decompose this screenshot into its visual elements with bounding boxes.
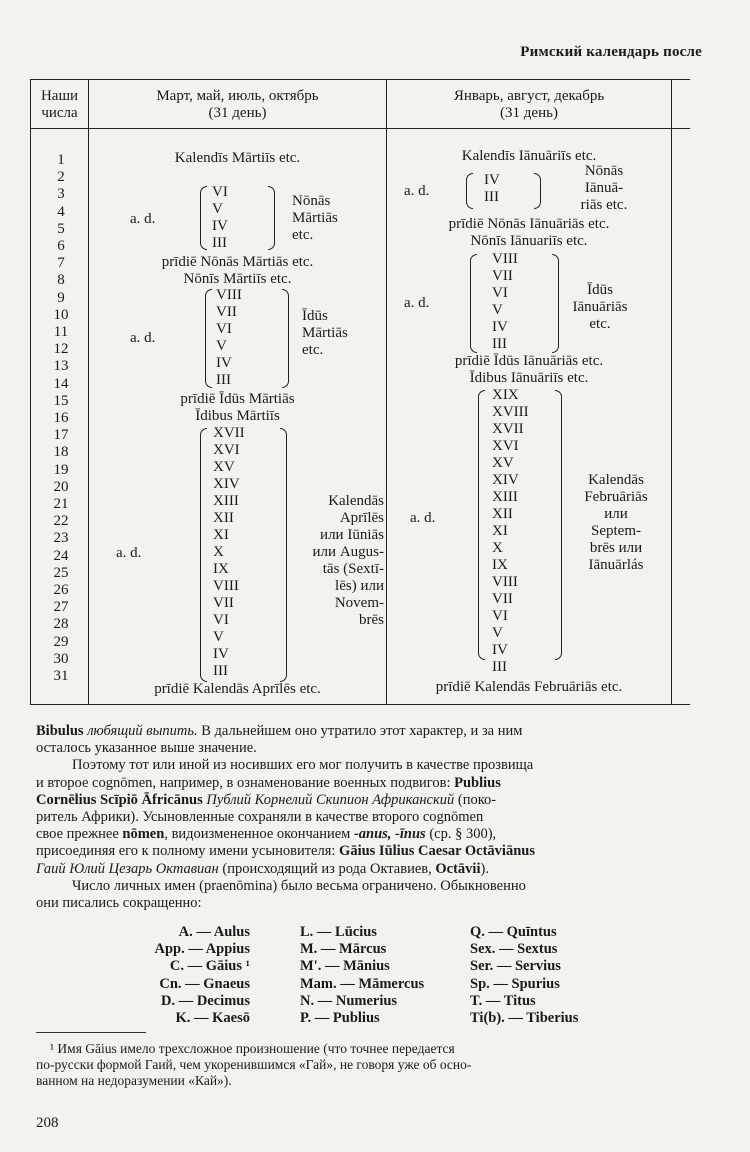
label-line: Īdūs bbox=[587, 282, 613, 298]
praenomen-abbreviation: A. — Aulus bbox=[178, 924, 250, 940]
right-pridie-nonas: prīdiē Nōnās Iānuāriās etc. bbox=[448, 216, 610, 232]
label-line: Februāriās bbox=[584, 489, 648, 505]
left-pridie-idus: prīdiē Īdūs Mārtiās bbox=[180, 391, 295, 407]
roman-numeral: XIX bbox=[492, 387, 519, 403]
praenomen-abbreviation: M. — Mārcus bbox=[300, 941, 387, 958]
roman-numeral: XVII bbox=[213, 425, 245, 441]
roman-numeral: VII bbox=[492, 591, 513, 607]
praenomen-abbreviation: K. — Kaesō bbox=[175, 1010, 250, 1027]
praenomen-abbreviation: T. — Titus bbox=[470, 992, 536, 1009]
roman-numeral: VI bbox=[492, 285, 508, 301]
roman-numeral: VI bbox=[492, 608, 508, 624]
label-line: Iānuāriās bbox=[572, 299, 628, 315]
roman-numeral: IV bbox=[484, 172, 500, 188]
roman-numeral: VIII bbox=[213, 578, 239, 594]
roman-numeral: XV bbox=[213, 459, 235, 475]
praenomen-abbreviation: M'. — Mānius bbox=[300, 958, 390, 975]
roman-numeral: V bbox=[492, 302, 503, 318]
table-top-rule bbox=[30, 79, 690, 80]
right-nonae-right-brace bbox=[534, 173, 541, 209]
latin-octavianus: Gāius Iūlius Caesar Octāviānus bbox=[339, 843, 535, 860]
text-span: присоединяя его к полному имени усыновителя: bbox=[36, 843, 336, 860]
roman-numeral: XVI bbox=[492, 438, 519, 454]
roman-numeral: VIII bbox=[216, 287, 242, 303]
right-ad-nonae: a. d. bbox=[404, 183, 430, 199]
praenomen-abbreviation: Sp. — Spurius bbox=[470, 975, 560, 992]
abbreviations-col-2 bbox=[300, 924, 424, 1027]
latin-scipio: Cornēlius Scīpiō Āfricānus bbox=[36, 791, 203, 808]
roman-numeral: XI bbox=[213, 527, 229, 543]
label-line: brēs bbox=[359, 612, 384, 628]
text-span: и второе cognōmen, например, в ознаменование военных подвигов: bbox=[36, 774, 451, 791]
roman-numeral: VI bbox=[216, 321, 232, 337]
day-number: 13 bbox=[53, 358, 69, 375]
roman-numeral: IV bbox=[213, 646, 229, 662]
roman-numeral: V bbox=[492, 625, 503, 641]
roman-numeral: XV bbox=[492, 455, 514, 471]
right-idus-right-brace bbox=[552, 254, 559, 353]
table-header-rule bbox=[30, 128, 690, 129]
roman-numeral: IV bbox=[492, 642, 508, 658]
roman-numeral: IV bbox=[492, 319, 508, 335]
left-nonis: Nōnīs Mārtiīs etc. bbox=[183, 271, 292, 287]
day-number: 2 bbox=[57, 169, 65, 186]
label-line: Novem- bbox=[334, 595, 384, 611]
right-kalendas-numerals bbox=[492, 387, 529, 676]
roman-numeral: VII bbox=[216, 304, 237, 320]
roman-numeral: IV bbox=[216, 355, 232, 371]
label-line: riās etc. bbox=[580, 197, 628, 213]
label-line: Kalendās bbox=[588, 472, 644, 488]
roman-numeral: XVIII bbox=[492, 404, 529, 420]
paragraph-1-line-2: осталось указанное выше значение. bbox=[36, 740, 257, 757]
right-nonis: Nōnīs Iānuariīs etc. bbox=[470, 233, 588, 249]
paragraph-3-line-2: они писались сокращенно: bbox=[36, 895, 202, 912]
roman-numeral: VII bbox=[213, 595, 234, 611]
paragraph-2-line-2 bbox=[36, 775, 710, 792]
right-idus-left-brace bbox=[470, 254, 477, 353]
right-nonae-label bbox=[558, 163, 650, 214]
label-line: etc. bbox=[302, 342, 324, 358]
left-ad-idus: a. d. bbox=[130, 330, 156, 346]
roman-numeral: XII bbox=[492, 506, 513, 522]
roman-numeral: XVII bbox=[492, 421, 524, 437]
paragraph-2-line-4: ритель Африки). Усыновленные сохраняли в качестве второго cognōmen bbox=[36, 809, 484, 826]
right-kalendas-right-brace bbox=[555, 390, 562, 660]
day-number: 6 bbox=[57, 238, 65, 255]
text-span: (ср. § 300), bbox=[429, 826, 497, 843]
day-number: 9 bbox=[57, 289, 65, 306]
label-line: etc. bbox=[292, 227, 314, 243]
gloss-scipio: Публий Корнелий Скипион Африканский bbox=[206, 791, 455, 808]
day-number: 23 bbox=[53, 530, 69, 547]
day-number: 12 bbox=[53, 341, 69, 358]
roman-numeral: XI bbox=[492, 523, 508, 539]
right-pridie-kalendas: prīdiē Kalendās Februāriās etc. bbox=[435, 679, 623, 695]
praenomen-abbreviation: D. — Decimus bbox=[160, 992, 250, 1009]
day-number: 30 bbox=[53, 650, 69, 667]
praenomen-abbreviation: Sex. — Sextus bbox=[470, 941, 558, 958]
header-january-days: (31 день) bbox=[500, 105, 558, 121]
day-number: 8 bbox=[57, 272, 65, 289]
header-march-days: (31 день) bbox=[208, 105, 267, 121]
day-number-column bbox=[46, 152, 76, 685]
day-number: 3 bbox=[57, 186, 65, 203]
roman-numeral: VII bbox=[492, 268, 513, 284]
right-ad-kalendas: a. d. bbox=[410, 510, 436, 526]
label-line: Kalendās bbox=[328, 493, 384, 509]
table-right-border bbox=[671, 79, 672, 704]
footnote-line-1: ¹ Имя Gāius имело трехсложное произношение (что точнее передается bbox=[50, 1041, 455, 1056]
day-number: 15 bbox=[53, 392, 69, 409]
gloss-octavianus: Гаий Юлий Цезарь Октавиан bbox=[36, 860, 219, 877]
roman-numeral: XIII bbox=[213, 493, 239, 509]
right-idus-label bbox=[566, 282, 634, 333]
roman-numeral: VI bbox=[213, 612, 229, 628]
roman-numeral: VIII bbox=[492, 251, 518, 267]
left-kalendas-left-brace bbox=[200, 428, 207, 682]
day-number: 7 bbox=[57, 255, 65, 272]
paragraph-2-line-3 bbox=[36, 792, 710, 809]
latin-nomen: nōmen bbox=[122, 826, 165, 843]
praenomen-abbreviation: Cn. — Gnaeus bbox=[159, 975, 250, 992]
praenomen-abbreviation: Ti(b). — Tiberius bbox=[470, 1010, 579, 1027]
day-number: 20 bbox=[53, 478, 69, 495]
left-idus-label bbox=[302, 308, 348, 359]
text-span: В дальнейшем оно утратило этот характер, и за ним bbox=[201, 723, 523, 739]
roman-numeral: III bbox=[484, 189, 499, 205]
left-nonae-right-brace bbox=[268, 186, 275, 250]
left-idus-numerals bbox=[216, 287, 242, 389]
left-pridie-nonas: prīdiē Nōnās Mārtiās etc. bbox=[161, 254, 314, 270]
roman-numeral: XII bbox=[213, 510, 234, 526]
right-pridie-idus: prīdiē Īdūs Iānuāriās etc. bbox=[454, 353, 604, 369]
roman-numeral: XVI bbox=[213, 442, 240, 458]
praenomen-abbreviation: Mam. — Māmercus bbox=[300, 975, 425, 992]
label-line: Aprīlēs bbox=[339, 510, 384, 526]
footnote-line-2: по-русски формой Гаий, чем укоренившимся «Гай», не говоря уже об осно- bbox=[36, 1057, 472, 1072]
roman-numeral: III bbox=[213, 663, 228, 679]
right-kalendis: Kalendīs Iānuāriīs etc. bbox=[461, 148, 597, 164]
abbreviations-col-1 bbox=[110, 924, 250, 1027]
paragraph-3-line-1: Число личных имен (praenōmina) было весьма ограничено. Обыкновенно bbox=[72, 877, 526, 894]
day-number: 26 bbox=[53, 582, 69, 599]
left-idus-right-brace bbox=[282, 289, 289, 388]
right-kalendas-label bbox=[566, 472, 666, 574]
day-number: 29 bbox=[53, 633, 69, 650]
label-line: или Iūniās bbox=[320, 527, 384, 543]
footnote bbox=[36, 1041, 710, 1089]
right-ad-idus: a. d. bbox=[404, 295, 430, 311]
left-kalendas-right-brace bbox=[280, 428, 287, 682]
roman-numeral: III bbox=[212, 235, 227, 251]
latin-publius: Publius bbox=[454, 774, 501, 791]
label-line: или bbox=[604, 506, 628, 522]
left-kalendis: Kalendīs Mārtiīs etc. bbox=[174, 150, 301, 166]
roman-numeral: VIII bbox=[492, 574, 518, 590]
day-number: 25 bbox=[53, 564, 69, 581]
praenomen-abbreviation: L. — Lūcius bbox=[300, 924, 377, 940]
day-number: 24 bbox=[53, 547, 69, 564]
latin-bibulus: Bibulus bbox=[36, 723, 84, 739]
header-our-days: Наши числа bbox=[40, 88, 79, 121]
label-line: Iānuā- bbox=[584, 180, 624, 196]
left-nonae-numerals bbox=[212, 184, 228, 252]
paragraph-1-line-1 bbox=[36, 723, 710, 740]
text-span: (поко- bbox=[457, 791, 497, 808]
day-number: 28 bbox=[53, 616, 69, 633]
text-span: свое прежнее bbox=[36, 826, 119, 843]
praenomen-abbreviation: N. — Numerius bbox=[300, 992, 398, 1009]
label-line: Mārtiās bbox=[292, 210, 338, 226]
label-line: Septem- bbox=[591, 523, 641, 539]
footnote-rule bbox=[36, 1032, 146, 1033]
label-line: lēs) или bbox=[335, 578, 384, 594]
right-idus-numerals bbox=[492, 251, 518, 353]
text-span: , видоизмененное окончанием bbox=[164, 826, 351, 843]
latin-suffixes: -anus, -īnus bbox=[353, 826, 426, 843]
day-number: 19 bbox=[53, 461, 69, 478]
paragraph-2-line-7 bbox=[36, 861, 710, 878]
day-number: 5 bbox=[57, 220, 65, 237]
roman-numeral: X bbox=[492, 540, 503, 556]
left-kalendas-label bbox=[296, 493, 384, 629]
day-number: 1 bbox=[57, 152, 65, 168]
left-pridie-kalendas: prīdiē Kalendās Aprīlēs etc. bbox=[154, 681, 321, 697]
left-nonae-label bbox=[292, 193, 338, 244]
text-span: ). bbox=[480, 860, 489, 877]
roman-numeral: IV bbox=[212, 218, 228, 234]
roman-numeral: V bbox=[216, 338, 227, 354]
roman-numeral: X bbox=[213, 544, 224, 560]
day-number: 22 bbox=[53, 513, 69, 530]
label-line: etc. bbox=[589, 316, 611, 332]
label-line: Iānuārlás bbox=[588, 557, 644, 573]
day-number: 16 bbox=[53, 410, 69, 427]
paragraph-2-line-1: Поэтому тот или иной из носивших его мог получить в качестве прозвища bbox=[72, 757, 534, 774]
praenomen-abbreviation: C. — Gāius ¹ bbox=[169, 958, 250, 975]
roman-numeral: XIV bbox=[213, 476, 240, 492]
roman-numeral: VI bbox=[212, 184, 228, 200]
roman-numeral: III bbox=[216, 372, 231, 388]
day-number: 11 bbox=[53, 324, 69, 341]
gloss-bibulus: любящий выпить. bbox=[87, 723, 198, 739]
praenomen-abbreviation: P. — Publius bbox=[300, 1010, 380, 1027]
roman-numeral: IX bbox=[492, 557, 508, 573]
label-line: Nōnās bbox=[292, 193, 331, 209]
header-march-group bbox=[89, 88, 386, 122]
latin-octavii: Octāvii bbox=[435, 860, 481, 877]
label-line: Mārtiās bbox=[302, 325, 348, 341]
roman-numeral: V bbox=[213, 629, 224, 645]
left-kalendas-numerals bbox=[213, 425, 245, 680]
day-number: 21 bbox=[53, 496, 69, 513]
header-january-group bbox=[387, 88, 671, 122]
day-number: 31 bbox=[53, 668, 69, 685]
label-line: Nōnās bbox=[584, 163, 624, 179]
roman-numeral: XIII bbox=[492, 489, 518, 505]
right-kalendas-left-brace bbox=[478, 390, 485, 660]
header-march-months: Март, май, июль, октябрь bbox=[156, 88, 319, 104]
roman-numeral: III bbox=[492, 659, 507, 675]
praenomen-abbreviation: Ser. — Servius bbox=[470, 958, 561, 975]
day-number: 10 bbox=[53, 306, 69, 323]
roman-numeral: IX bbox=[213, 561, 229, 577]
label-line: Īdūs bbox=[302, 308, 328, 324]
roman-numeral: V bbox=[212, 201, 223, 217]
day-number: 27 bbox=[53, 599, 69, 616]
right-idibus: Īdibus Iānuāriīs etc. bbox=[469, 370, 589, 386]
footnote-line-3: ванном на недоразумении «Кай»). bbox=[36, 1073, 232, 1088]
praenomen-abbreviation: Q. — Quīntus bbox=[470, 924, 557, 940]
label-line: brēs или bbox=[589, 540, 643, 556]
right-nonae-numerals bbox=[484, 172, 500, 206]
day-number: 4 bbox=[57, 203, 65, 220]
day-number: 17 bbox=[53, 427, 69, 444]
left-idus-left-brace bbox=[205, 289, 212, 388]
day-number: 14 bbox=[53, 375, 69, 392]
page-number: 208 bbox=[36, 1115, 59, 1131]
day-number: 18 bbox=[53, 444, 69, 461]
label-line: tās (Sextī- bbox=[322, 561, 384, 577]
running-header: Римский календарь после bbox=[520, 44, 702, 60]
body-text bbox=[36, 723, 710, 912]
praenomen-abbreviation: App. — Appius bbox=[154, 941, 250, 958]
table-col-divider-2 bbox=[386, 79, 387, 704]
label-line: или Augus- bbox=[312, 544, 384, 560]
text-span: (происходящий из рода Октавиев, bbox=[222, 860, 432, 877]
left-ad-kalendas: a. d. bbox=[116, 545, 142, 561]
paragraph-2-line-6 bbox=[36, 843, 710, 860]
roman-numeral: XIV bbox=[492, 472, 519, 488]
left-ad-nonae: a. d. bbox=[130, 211, 156, 227]
abbreviations-col-3 bbox=[470, 924, 578, 1027]
table-left-border bbox=[30, 79, 31, 704]
paragraph-2-line-5 bbox=[36, 826, 710, 843]
left-nonae-left-brace bbox=[200, 186, 207, 250]
header-january-months: Январь, август, декабрь bbox=[453, 88, 605, 104]
left-idibus: Īdibus Mārtiīs bbox=[195, 408, 280, 424]
table-bottom-rule bbox=[30, 704, 690, 705]
right-nonae-left-brace bbox=[466, 173, 473, 209]
roman-numeral: III bbox=[492, 336, 507, 352]
